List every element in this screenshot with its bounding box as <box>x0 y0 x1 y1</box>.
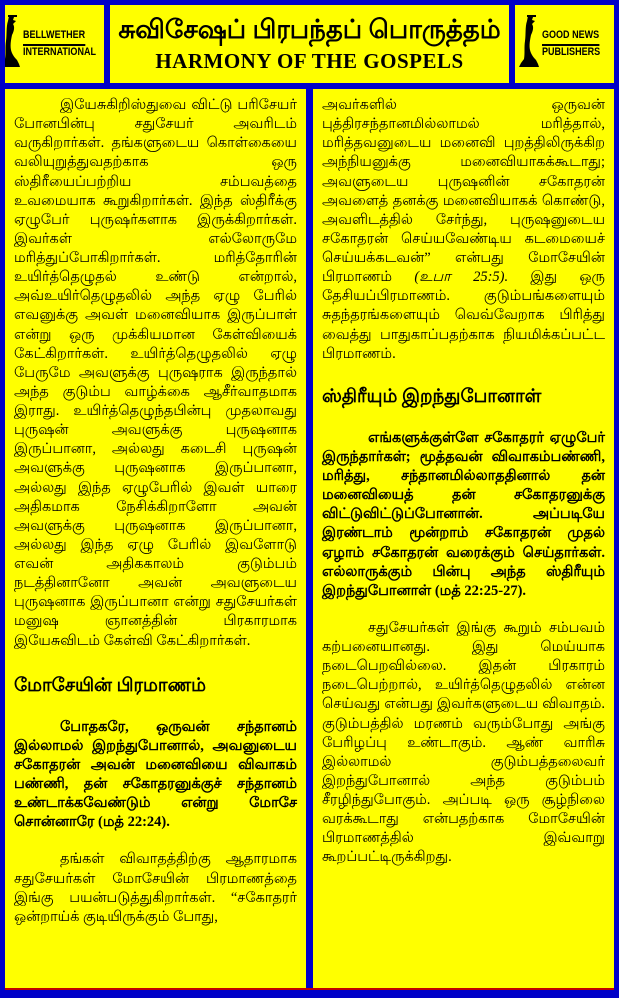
bellwether-logo <box>5 5 104 83</box>
logo-line: PUBLISHERS <box>541 45 600 58</box>
logo-line: BELLWETHER <box>23 29 85 46</box>
logo-line: INTERNATIONAL <box>22 45 96 58</box>
closing-commentary-paragraph: சதுசேயர்கள் இங்கு கூறும் சம்பவம் கற்பனையானது. இது மெய்யாக நடைபெறவில்லை. இதன் பிரகாரம் நடைபெற்றால், உயிர்த்தெழுதலில் என்ன செய்வது என்பது இவர்களுடைய விவாதம். குடும்பத்தில் மரணம் வரும்போது அங்கு பேரிழப்பு உண்டாகும். ஆண் வாரிசு இல்லாமல் குடும்பத்தலைவர் இறந்துபோனால் அந்த குடும்பம் சீரழிந்துபோகும். அப்படி ஒரு சூழ்நிலை வரக்கூடாது என்பதற்காக மோசேயின் பிரமாணத்தில் இவ்வாறு கூறப்பட்டிருக்கிறது. <box>322 619 605 866</box>
goodnews-logo <box>515 5 614 83</box>
deuteronomy-quote-text: அவர்களில் ஒருவன் புத்திரசந்தானமில்லாமல் மரித்தால், மரித்தவனுடைய மனைவி புறத்திலிருக்கிற அந்நியனுக்கு மனைவியாகக்கூடாது; அவளுடைய புருஷனின் சகோதரன் அவளைத் தனக்கு மனைவியாகக் கொண்டு, அவளிடத்தில் சேர்ந்து, புருஷனுடைய சகோதரன் செய்யவேண்டிய கடமையைச் செய்யக்கடவன்” என்பது மோசேயின் பிரமாணம் <box>322 97 605 286</box>
content-area <box>5 89 614 988</box>
bellwether-logo-text <box>23 29 96 60</box>
page-title-tamil: சுவிசேஷப் பிரபந்தப் பொருத்தம் <box>118 15 501 45</box>
left-column <box>5 89 306 988</box>
commentary-paragraph: தங்கள் விவாதத்திற்கு ஆதாரமாக சதுசேயர்கள் மோசேயின் பிரமாணத்தை இங்கு பயன்படுத்துகிறார்கள். “சகோதரர் ஒன்றாய்க் குடியிருக்கும் போது, <box>14 851 297 925</box>
column-divider <box>306 89 313 988</box>
page-title-english: HARMONY OF THE GOSPELS <box>155 48 464 73</box>
logo-line: GOOD NEWS <box>542 29 599 46</box>
scripture-quote-matthew: போதகரே, ஒருவன் சந்தானம் இல்லாமல் இறந்துபோனால், அவனுடைய சகோதரன் அவன் மனைவியை விவாகம் பண்ணி, தன் சகோதரனுக்குச் சந்தானம் உண்டாக்கவேண்டும் என்று மோசே சொன்னாரே (மத் 22:24). <box>14 718 297 831</box>
title-box <box>110 5 509 83</box>
goodnews-logo-text <box>542 29 600 60</box>
moses-law-heading: மோசேயின் பிரமாணம் <box>14 675 207 696</box>
deuteronomy-explanation: இது ஒரு தேசியப்பிரமாணம். குடும்பங்களையும் சுதந்தரங்களையும் வெவ்வேறாக பிரித்து வைத்து பாதுகாப்பதற்காக நியமிக்கப்பட்ட பிரமாணம். <box>322 269 605 362</box>
header <box>5 5 614 89</box>
scripture-quote-seven-brothers: எங்களுக்குள்ளே சகோதரர் ஏழுபேர் இருந்தார்கள்; மூத்தவன் விவாகம்பண்ணி, மரித்து, சந்தானமில்லாததினால் தன் மனைவியைத் தன் சகோதரனுக்கு விட்டுவிட்டுப்போனான். அப்படியே இரண்டாம் மூன்றாம் சகோதரன் முதல் ஏழாம் சகோதரன் வரைக்கும் செய்தார்கள். எல்லாருக்கும் பின்பு அந்த ஸ்திரீயும் இறந்துபோனாள் (மத் 22:25-27). <box>322 429 605 599</box>
intro-paragraph: இயேசுகிறிஸ்துவை விட்டு பரிசேயர் போனபின்பு சதுசேயர் அவரிடம் வருகிறார்கள். தங்களுடைய கொள்கையை வலியுறுத்துவதற்காக ஒரு ஸ்திரீயைப்பற்றிய சம்பவத்தை உவமையாக கூறுகிறார்கள். இந்த ஸ்திரீக்கு ஏழுபேர் புருஷர்களாக இருக்கிறார்கள். இவர்கள் எல்லோருமே மரித்துப்போகிறார்கள். மரித்தோரின் உயிர்த்தெழுதல் உண்டு என்றால், அவ்உயிர்தெழுதலில் அந்த ஏழு பேரில் எவனுக்கு அவள் மனைவியாக இருப்பாள் என்று ஒரு முக்கியமான கேள்வியைக் கேட்கிறார்கள். உயிர்த்தெழுதலில் ஏழு பேருமே அவளுக்கு புருஷராக இருந்தால் அந்த குடும்ப வாழ்க்கை ஆசீர்வாதமாக இராது. உயிர்த்தெழுந்தபின்பு முதலாவது புருஷன் அவளுக்கு புருஷனாக இருப்பானா, அல்லது கடைசி புருஷன் அவளுக்கு புருஷனாக இருப்பானா, அல்லது இந்த ஏழுபேரில் இவள் யாரை அதிகமாக நேசிக்கிறாளோ அவன் அவளுக்கு புருஷனாக இருப்பானா, அல்லது இந்த ஏழு பேரில் இவளோடு எவன் அதிககாலம் குடும்பம் நடத்தினானோ அவன் அவளுடைய புருஷனாக இருப்பானா என்று சதுசேயர்கள் மனுஷ ஞானத்தின் பிரகாரமாக இயேசுவிடம் கேள்வி கேட்கிறார்கள். <box>14 97 297 649</box>
deuteronomy-paragraph <box>322 96 605 364</box>
deuteronomy-reference: (உபா 25:5). <box>414 269 509 286</box>
goodnews-ram-icon <box>517 15 541 74</box>
woman-died-heading: ஸ்திரீயும் இறந்துபோனாள் <box>322 386 542 407</box>
bottom-accent-line <box>5 988 614 990</box>
bellwether-ram-icon <box>0 15 22 74</box>
right-column <box>313 89 614 988</box>
